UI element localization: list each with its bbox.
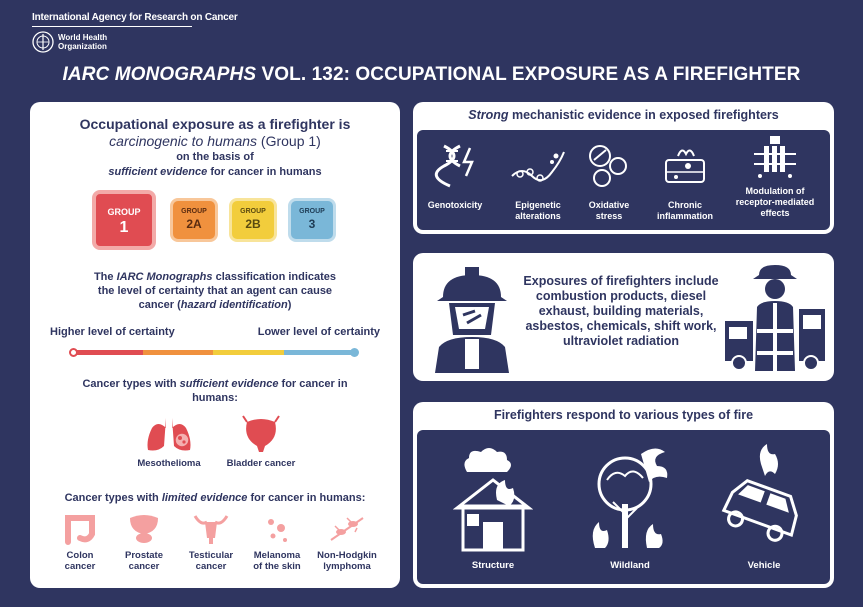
mechanistic-title-rest: mechanistic evidence in exposed firefighters — [508, 108, 779, 122]
testicular-icon — [191, 512, 231, 546]
melanoma-label-1: Melanoma — [253, 550, 301, 561]
para-italic: IARC Monographs — [116, 271, 213, 283]
title-italic: IARC MONOGRAPHS — [62, 64, 257, 85]
melanoma-label-2: of the skin — [253, 561, 301, 572]
prostate-label-2: cancer — [128, 561, 160, 572]
inflammation-label-1: Chronic — [667, 200, 702, 210]
testicular-cancer-item — [180, 512, 242, 572]
melanoma-icon — [257, 512, 297, 546]
certainty-bar-start-dot — [69, 348, 78, 357]
oxidative-stress-item — [579, 142, 639, 222]
basis-text: on the basis of — [176, 151, 254, 163]
structure-label: Structure — [471, 560, 515, 571]
intro-group: (Group 1) — [257, 133, 321, 149]
group-3-badge — [288, 198, 336, 242]
mechanistic-title-italic: Strong — [468, 108, 509, 122]
oxidative-label-1: Oxidative — [588, 200, 630, 210]
mechanistic-content — [417, 130, 830, 230]
receptor-label-1: Modulation of — [745, 186, 805, 196]
wildland-fire-icon — [585, 444, 675, 554]
melanoma-item — [246, 512, 308, 572]
lymphoma-item — [312, 512, 382, 572]
who-line2: Organization — [58, 42, 107, 51]
header-divider — [32, 26, 192, 27]
intro-line2 — [30, 133, 400, 150]
mechanistic-panel — [413, 102, 834, 234]
wildland-label: Wildland — [610, 560, 650, 571]
genotoxicity-label: Genotoxicity — [427, 200, 483, 210]
classification-paragraph — [30, 270, 400, 312]
lim-head-pre: Cancer types with — [64, 492, 162, 504]
suff-head-post: for cancer in humans: — [192, 378, 348, 404]
genotoxicity-item — [425, 142, 485, 211]
colon-icon — [60, 512, 100, 546]
firefighter-truck-icon — [721, 259, 831, 377]
classification-panel — [30, 102, 400, 588]
inflammation-icon — [660, 142, 710, 190]
epigenetic-label-1: Epigenetic — [515, 200, 561, 210]
higher-certainty-label: Higher level of certainty — [50, 326, 175, 338]
title-rest: VOL. 132: OCCUPATIONAL EXPOSURE AS A FIREFIGHTER — [256, 64, 801, 85]
mechanistic-title — [413, 102, 834, 122]
sufficient-cancer-heading — [30, 377, 400, 405]
firefighter-mask-icon — [427, 263, 517, 375]
group-1-label: GROUP — [107, 207, 141, 217]
exposures-text: Exposures of firefighters include combustion products, diesel exhaust, building materials, asbestos, chemicals, shift work, ultraviolet radiation — [523, 274, 719, 348]
bladder-icon — [241, 414, 281, 454]
group-2a-badge — [170, 198, 218, 242]
para-end: ) — [287, 299, 292, 311]
receptor-label-3: effects — [760, 208, 790, 218]
lim-head-post: for cancer in humans: — [247, 492, 366, 504]
sufficient-rest: for cancer in humans — [207, 166, 322, 178]
page-title — [0, 64, 863, 86]
dna-icon — [430, 142, 480, 190]
para-mid: classification indicates the level of certainty that an agent can cause cancer ( — [97, 271, 337, 311]
exposures-panel — [413, 253, 834, 381]
fire-types-panel — [413, 402, 834, 588]
oxidative-label-2: stress — [595, 211, 623, 221]
structure-fire-icon — [453, 444, 533, 554]
mesothelioma-label: Mesothelioma — [137, 458, 201, 469]
chronic-inflammation-item — [649, 142, 721, 222]
oxidative-icon — [584, 142, 634, 190]
lymphoma-icon — [327, 512, 367, 546]
sufficient-text — [30, 165, 400, 180]
receptor-icon — [750, 134, 800, 182]
group-2b-number: 2B — [245, 217, 261, 231]
prostate-label-1: Prostate — [124, 550, 163, 561]
who-line1: World Health — [58, 33, 108, 42]
mesothelioma-item — [134, 414, 204, 469]
colon-label-2: cancer — [64, 561, 96, 572]
group-boxes — [92, 190, 372, 250]
certainty-bar-end-dot — [350, 348, 359, 357]
fire-types-content — [417, 430, 830, 584]
prostate-icon — [124, 512, 164, 546]
bladder-cancer-item — [216, 414, 306, 469]
lymphoma-label-2: lymphoma — [323, 561, 371, 572]
limited-cancer-heading — [30, 491, 400, 505]
bladder-cancer-label: Bladder cancer — [226, 458, 296, 469]
receptor-modulation-item — [723, 134, 827, 219]
lim-head-italic: limited evidence — [161, 492, 248, 504]
prostate-cancer-item — [114, 512, 174, 572]
group-1-number: 1 — [119, 219, 129, 236]
lungs-icon — [144, 414, 194, 454]
receptor-label-2: receptor-mediated — [735, 197, 815, 207]
sufficient-italic: sufficient evidence — [108, 166, 208, 178]
group-2b-badge — [229, 198, 277, 242]
inflammation-label-2: inflammation — [656, 211, 713, 221]
who-emblem-icon — [32, 31, 54, 53]
lymphoma-label-1: Non-Hodgkin — [317, 550, 377, 561]
fire-types-title: Firefighters respond to various types of fire — [493, 408, 754, 422]
iarc-name: International Agency for Research on Cancer — [32, 12, 238, 23]
epigenetic-icon — [508, 142, 568, 190]
para-pre: The — [93, 271, 117, 283]
group-1-badge — [92, 190, 156, 250]
suff-head-italic: sufficient evidence — [179, 378, 279, 390]
para-italic2: hazard identification — [180, 299, 288, 311]
vehicle-label: Vehicle — [747, 560, 781, 571]
testicular-label-1: Testicular — [188, 550, 234, 561]
group-2b-label: GROUP — [240, 208, 266, 215]
colon-cancer-item — [52, 512, 108, 572]
intro-italic: carcinogenic to humans — [109, 133, 258, 149]
header-logos — [32, 12, 238, 53]
testicular-label-2: cancer — [195, 561, 227, 572]
certainty-bar — [72, 350, 354, 355]
suff-head-pre: Cancer types with — [82, 378, 180, 390]
group-3-label: GROUP — [299, 208, 325, 215]
epigenetic-label-2: alterations — [515, 211, 561, 221]
lower-certainty-label: Lower level of certainty — [257, 326, 380, 338]
colon-label-1: Colon — [66, 550, 94, 561]
intro-line1: Occupational exposure as a firefighter is — [79, 116, 351, 132]
group-2a-label: GROUP — [181, 208, 207, 215]
group-3-number: 3 — [308, 217, 316, 231]
epigenetic-item — [505, 142, 571, 222]
vehicle-fire-icon — [719, 444, 809, 554]
group-2a-number: 2A — [186, 217, 202, 231]
who-logo — [32, 31, 238, 53]
